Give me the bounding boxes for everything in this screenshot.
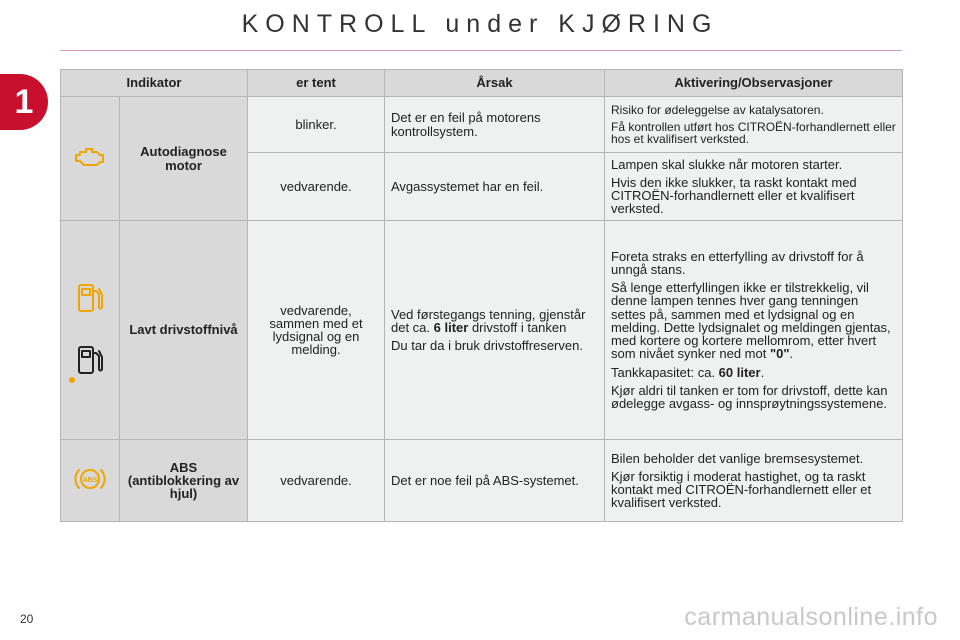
table-row bbox=[61, 97, 903, 153]
abs-icon-label: ABS bbox=[82, 477, 98, 485]
action-text: Så lenge etterfyllingen ikke er tilstrekkelig, vil denne lampen tennes hver gang tenningen settes på, sammen med et lydsignal og en melding. Dette lydsignalet og meldingen gjentas, med kortere og kortere mellomrom, etter hvert som nivået synker ned mot "0". bbox=[611, 280, 891, 362]
cause-cell: Det er en feil på motorens kontrollsystem. bbox=[385, 97, 605, 153]
header-action: Aktivering/Observasjoner bbox=[605, 70, 903, 97]
action-text: Foreta straks en etterfylling av drivstoff for å unngå stans. bbox=[611, 248, 864, 277]
cause-text: Ved førstegangs tenning, gjenstår det ca. 6 liter drivstoff i tanken bbox=[391, 306, 586, 335]
title-divider bbox=[60, 50, 902, 51]
action-text: Få kontrollen utført hos CITROËN-forhandlernett eller hos et kvalifisert verksted. bbox=[611, 119, 896, 147]
abs-warning-icon bbox=[72, 465, 108, 493]
fuel-icon-cell bbox=[61, 221, 120, 440]
action-cell bbox=[605, 440, 903, 522]
engine-warning-icon bbox=[73, 145, 107, 169]
action-text: Kjør aldri til tanken er tom for drivstoff, dette kan ødelegge avgass- og innsprøytningssystemene. bbox=[611, 382, 888, 412]
table-row bbox=[61, 221, 903, 440]
page-title: KONTROLL under KJØRING bbox=[241, 10, 719, 38]
abs-icon-cell bbox=[61, 440, 120, 522]
header-cause: Årsak bbox=[385, 70, 605, 97]
cause-cell: Det er noe feil på ABS-systemet. bbox=[385, 440, 605, 522]
engine-icon-cell bbox=[61, 97, 120, 221]
indicator-name: Lavt drivstoffnivå bbox=[120, 221, 248, 440]
indicator-name: ABS (antiblokkering av hjul) bbox=[120, 440, 248, 522]
cause-cell: Avgassystemet har en feil. bbox=[385, 153, 605, 221]
warning-dot bbox=[69, 377, 75, 383]
table-row bbox=[61, 440, 903, 522]
action-text: Bilen beholder det vanlige bremsesystemet. bbox=[611, 450, 864, 466]
action-cell bbox=[605, 97, 903, 153]
header-state: er tent bbox=[248, 70, 385, 97]
state-cell: blinker. bbox=[248, 97, 385, 153]
header-indicator: Indikator bbox=[61, 70, 248, 97]
cause-cell bbox=[385, 221, 605, 440]
action-text: Hvis den ikke slukker, ta raskt kontakt med CITROËN-forhandlernett eller et kvalifisert verksted. bbox=[611, 174, 857, 217]
action-text: Tankkapasitet: ca. 60 liter. bbox=[611, 364, 765, 380]
fuel-pump-outline-icon bbox=[75, 343, 105, 377]
watermark: carmanualsonline.info bbox=[684, 603, 938, 631]
action-text: Kjør forsiktig i moderat hastighet, og ta raskt kontakt med CITROËN-forhandlernett eller et kvalifisert verksted. bbox=[611, 468, 872, 511]
action-text: Risiko for ødeleggelse av katalysatoren. bbox=[611, 102, 824, 117]
chapter-tab[interactable] bbox=[0, 74, 48, 130]
indicator-table bbox=[60, 69, 903, 522]
indicator-name: Autodiagnose motor bbox=[120, 97, 248, 221]
action-text: Lampen skal slukke når motoren starter. bbox=[611, 156, 843, 172]
cause-text: Du tar da i bruk drivstoffreserven. bbox=[391, 338, 583, 354]
state-cell: vedvarende, sammen med et lydsignal og en melding. bbox=[248, 221, 385, 440]
state-cell: vedvarende. bbox=[248, 153, 385, 221]
page-number: 20 bbox=[20, 612, 34, 626]
state-cell: vedvarende. bbox=[248, 440, 385, 522]
fuel-pump-icon bbox=[75, 281, 105, 315]
action-cell bbox=[605, 221, 903, 440]
chapter-number: 1 bbox=[14, 82, 34, 121]
table-header-row bbox=[61, 70, 903, 97]
action-cell bbox=[605, 153, 903, 221]
